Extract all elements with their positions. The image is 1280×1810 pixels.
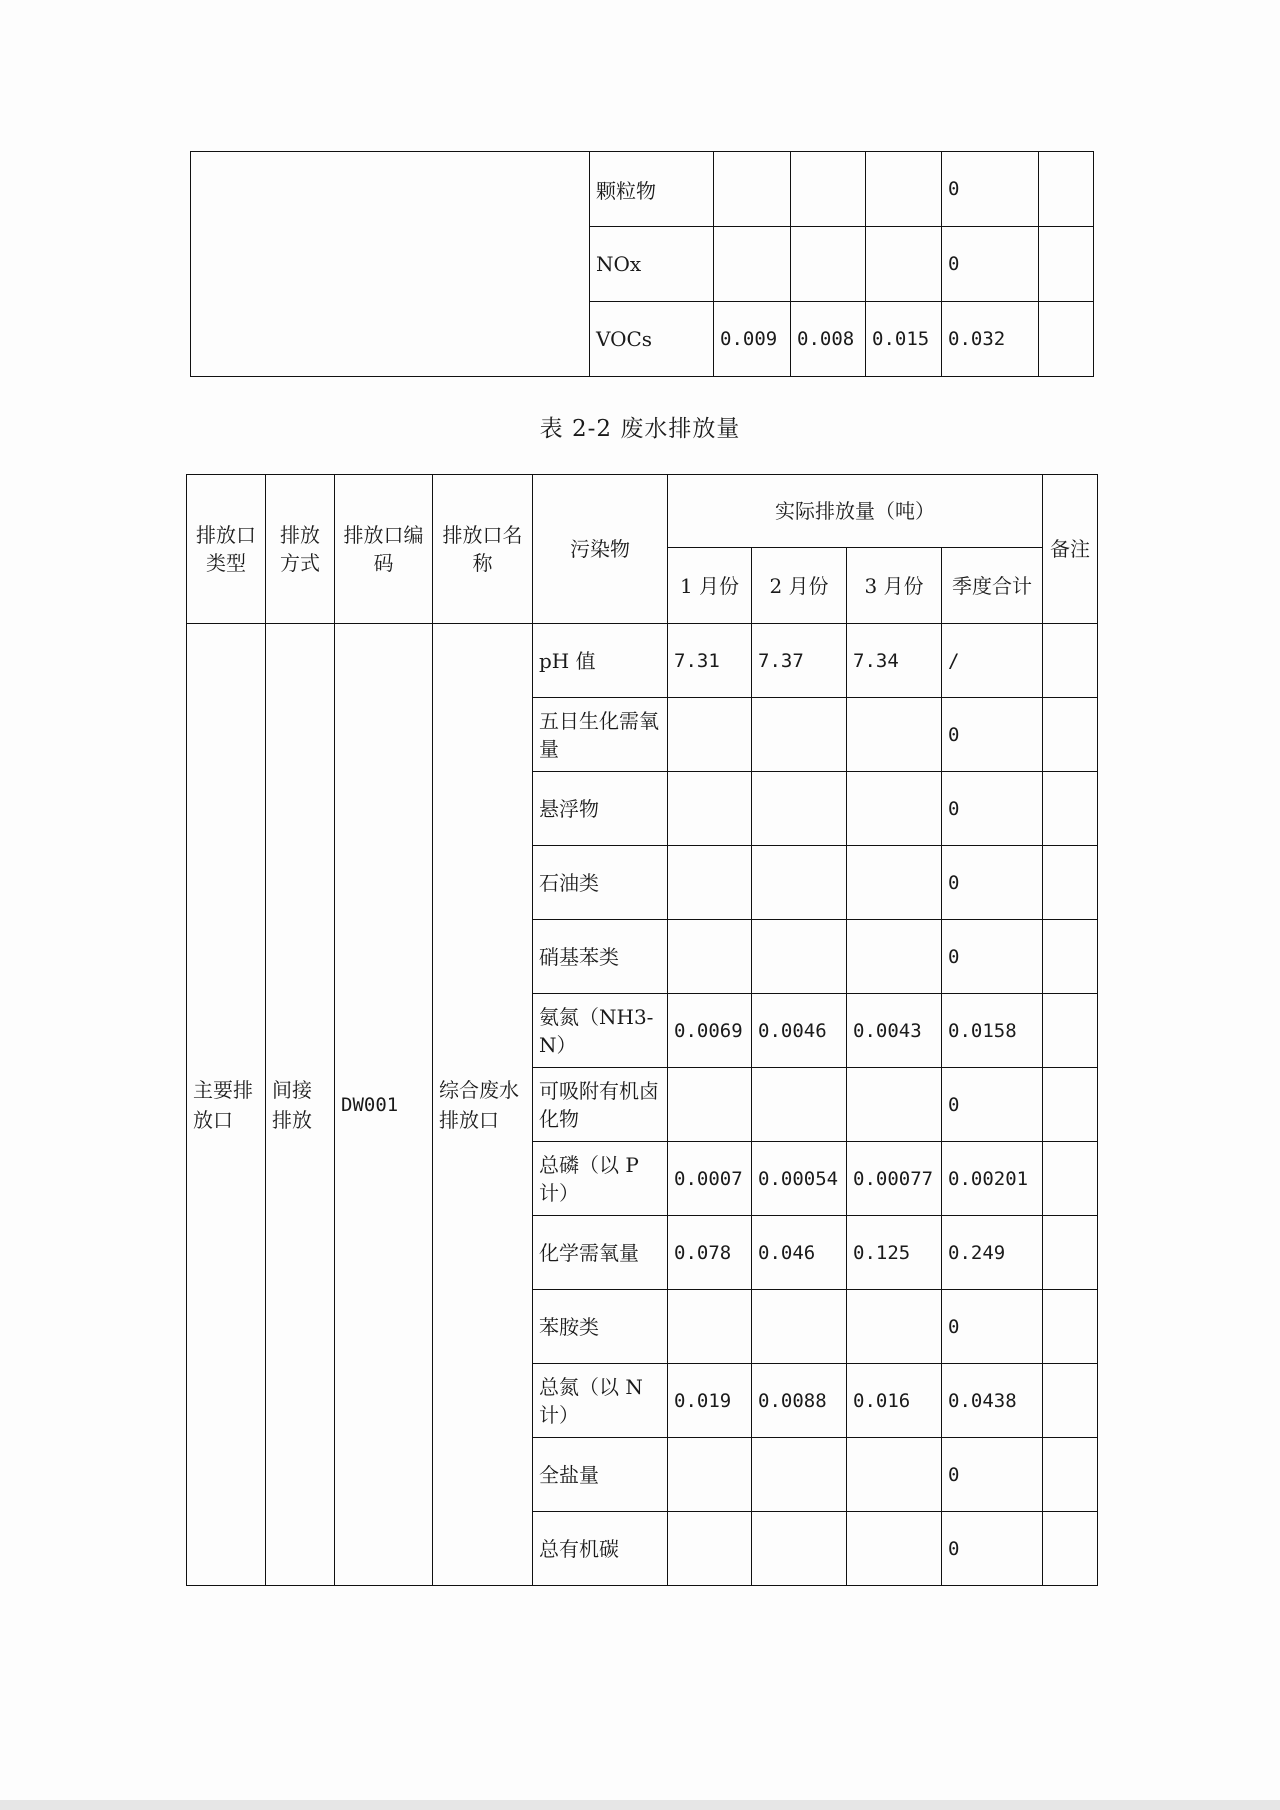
blank-merged-cell bbox=[191, 152, 590, 377]
pollutant-cell: 苯胺类 bbox=[533, 1290, 668, 1364]
m2-cell: 0.008 bbox=[791, 302, 866, 377]
m1-cell bbox=[668, 772, 752, 846]
note-cell bbox=[1043, 1512, 1098, 1586]
m1-cell bbox=[668, 1438, 752, 1512]
note-cell bbox=[1043, 1216, 1098, 1290]
total-cell: 0 bbox=[942, 846, 1043, 920]
m1-cell bbox=[714, 227, 791, 302]
header-note: 备注 bbox=[1043, 475, 1098, 624]
pollutant-cell: 可吸附有机卤化物 bbox=[533, 1068, 668, 1142]
table-caption: 表 2-2 废水排放量 bbox=[539, 416, 741, 442]
emission-table-continued bbox=[190, 151, 1094, 377]
m1-cell bbox=[668, 1512, 752, 1586]
pollutant-cell: 化学需氧量 bbox=[533, 1216, 668, 1290]
pollutant-cell: 悬浮物 bbox=[533, 772, 668, 846]
m1-cell: 0.019 bbox=[668, 1364, 752, 1438]
note-cell bbox=[1043, 772, 1098, 846]
outlet-code-cell: DW001 bbox=[335, 624, 433, 1586]
method-cell: 间接排放 bbox=[266, 624, 335, 1586]
m2-cell: 0.00054 bbox=[752, 1142, 847, 1216]
m1-cell bbox=[668, 920, 752, 994]
note-cell bbox=[1043, 920, 1098, 994]
pollutant-cell: 石油类 bbox=[533, 846, 668, 920]
m1-cell: 0.078 bbox=[668, 1216, 752, 1290]
header-month-3: 3 月份 bbox=[847, 548, 942, 624]
m3-cell bbox=[847, 1290, 942, 1364]
header-month-1: 1 月份 bbox=[668, 548, 752, 624]
header-month-2: 2 月份 bbox=[752, 548, 847, 624]
m1-cell: 0.0007 bbox=[668, 1142, 752, 1216]
header-outlet-type: 排放口类型 bbox=[187, 475, 266, 624]
note-cell bbox=[1043, 1438, 1098, 1512]
m3-cell bbox=[866, 152, 942, 227]
m2-cell bbox=[791, 227, 866, 302]
m2-cell bbox=[752, 920, 847, 994]
total-cell: 0.032 bbox=[942, 302, 1039, 377]
pollutant-cell: VOCs bbox=[590, 302, 714, 377]
m1-cell bbox=[668, 1290, 752, 1364]
m2-cell bbox=[752, 1068, 847, 1142]
header-quarter-total: 季度合计 bbox=[942, 548, 1043, 624]
m1-cell: 0.0069 bbox=[668, 994, 752, 1068]
total-cell: 0.00201 bbox=[942, 1142, 1043, 1216]
total-cell: 0.0158 bbox=[942, 994, 1043, 1068]
m2-cell bbox=[752, 1290, 847, 1364]
pollutant-cell: 总氮（以 N 计） bbox=[533, 1364, 668, 1438]
m3-cell: 7.34 bbox=[847, 624, 942, 698]
total-cell: 0 bbox=[942, 1290, 1043, 1364]
note-cell bbox=[1043, 846, 1098, 920]
total-cell: 0.0438 bbox=[942, 1364, 1043, 1438]
m3-cell bbox=[847, 772, 942, 846]
header-actual-emission: 实际排放量（吨） bbox=[668, 475, 1043, 548]
m3-cell bbox=[866, 227, 942, 302]
note-cell bbox=[1043, 1364, 1098, 1438]
header-name: 排放口名称 bbox=[433, 475, 533, 624]
m2-cell bbox=[752, 772, 847, 846]
m3-cell: 0.125 bbox=[847, 1216, 942, 1290]
note-cell bbox=[1039, 227, 1094, 302]
note-cell bbox=[1043, 1142, 1098, 1216]
total-cell: 0 bbox=[942, 1512, 1043, 1586]
m3-cell bbox=[847, 1512, 942, 1586]
total-cell: 0 bbox=[942, 698, 1043, 772]
total-cell: 0 bbox=[942, 772, 1043, 846]
note-cell bbox=[1043, 1068, 1098, 1142]
note-cell bbox=[1039, 152, 1094, 227]
outlet-type-cell: 主要排放口 bbox=[187, 624, 266, 1586]
m1-cell: 0.009 bbox=[714, 302, 791, 377]
header-code: 排放口编码 bbox=[335, 475, 433, 624]
pollutant-cell: 颗粒物 bbox=[590, 152, 714, 227]
total-cell: 0 bbox=[942, 1068, 1043, 1142]
table-row bbox=[191, 152, 1094, 227]
m2-cell: 0.0088 bbox=[752, 1364, 847, 1438]
note-cell bbox=[1039, 302, 1094, 377]
m3-cell bbox=[847, 1438, 942, 1512]
pollutant-cell: NOx bbox=[590, 227, 714, 302]
pollutant-cell: 总有机碳 bbox=[533, 1512, 668, 1586]
pollutant-cell: 五日生化需氧量 bbox=[533, 698, 668, 772]
table-row bbox=[187, 624, 1098, 698]
total-cell: 0 bbox=[942, 1438, 1043, 1512]
pollutant-cell: pH 值 bbox=[533, 624, 668, 698]
m2-cell bbox=[752, 698, 847, 772]
pollutant-cell: 总磷（以 P 计） bbox=[533, 1142, 668, 1216]
header-method: 排放方式 bbox=[266, 475, 335, 624]
m2-cell: 7.37 bbox=[752, 624, 847, 698]
page-bottom-edge bbox=[0, 1800, 1280, 1810]
m1-cell bbox=[668, 1068, 752, 1142]
note-cell bbox=[1043, 698, 1098, 772]
m3-cell bbox=[847, 1068, 942, 1142]
total-cell: 0 bbox=[942, 227, 1039, 302]
m2-cell bbox=[752, 846, 847, 920]
pollutant-cell: 氨氮（NH3-N） bbox=[533, 994, 668, 1068]
note-cell bbox=[1043, 994, 1098, 1068]
pollutant-cell: 硝基苯类 bbox=[533, 920, 668, 994]
m2-cell bbox=[752, 1438, 847, 1512]
m2-cell: 0.0046 bbox=[752, 994, 847, 1068]
note-cell bbox=[1043, 624, 1098, 698]
m3-cell bbox=[847, 846, 942, 920]
m3-cell: 0.015 bbox=[866, 302, 942, 377]
total-cell: 0 bbox=[942, 920, 1043, 994]
m2-cell bbox=[791, 152, 866, 227]
m1-cell bbox=[668, 846, 752, 920]
m2-cell bbox=[752, 1512, 847, 1586]
m3-cell: 0.016 bbox=[847, 1364, 942, 1438]
total-cell: 0.249 bbox=[942, 1216, 1043, 1290]
note-cell bbox=[1043, 1290, 1098, 1364]
m2-cell: 0.046 bbox=[752, 1216, 847, 1290]
total-cell: 0 bbox=[942, 152, 1039, 227]
m1-cell bbox=[714, 152, 791, 227]
wastewater-emission-table bbox=[186, 474, 1098, 1586]
m1-cell bbox=[668, 698, 752, 772]
total-cell: / bbox=[942, 624, 1043, 698]
m3-cell bbox=[847, 920, 942, 994]
m3-cell bbox=[847, 698, 942, 772]
pollutant-cell: 全盐量 bbox=[533, 1438, 668, 1512]
outlet-name-cell: 综合废水排放口 bbox=[433, 624, 533, 1586]
m3-cell: 0.00077 bbox=[847, 1142, 942, 1216]
header-pollutant: 污染物 bbox=[533, 475, 668, 624]
m3-cell: 0.0043 bbox=[847, 994, 942, 1068]
m1-cell: 7.31 bbox=[668, 624, 752, 698]
